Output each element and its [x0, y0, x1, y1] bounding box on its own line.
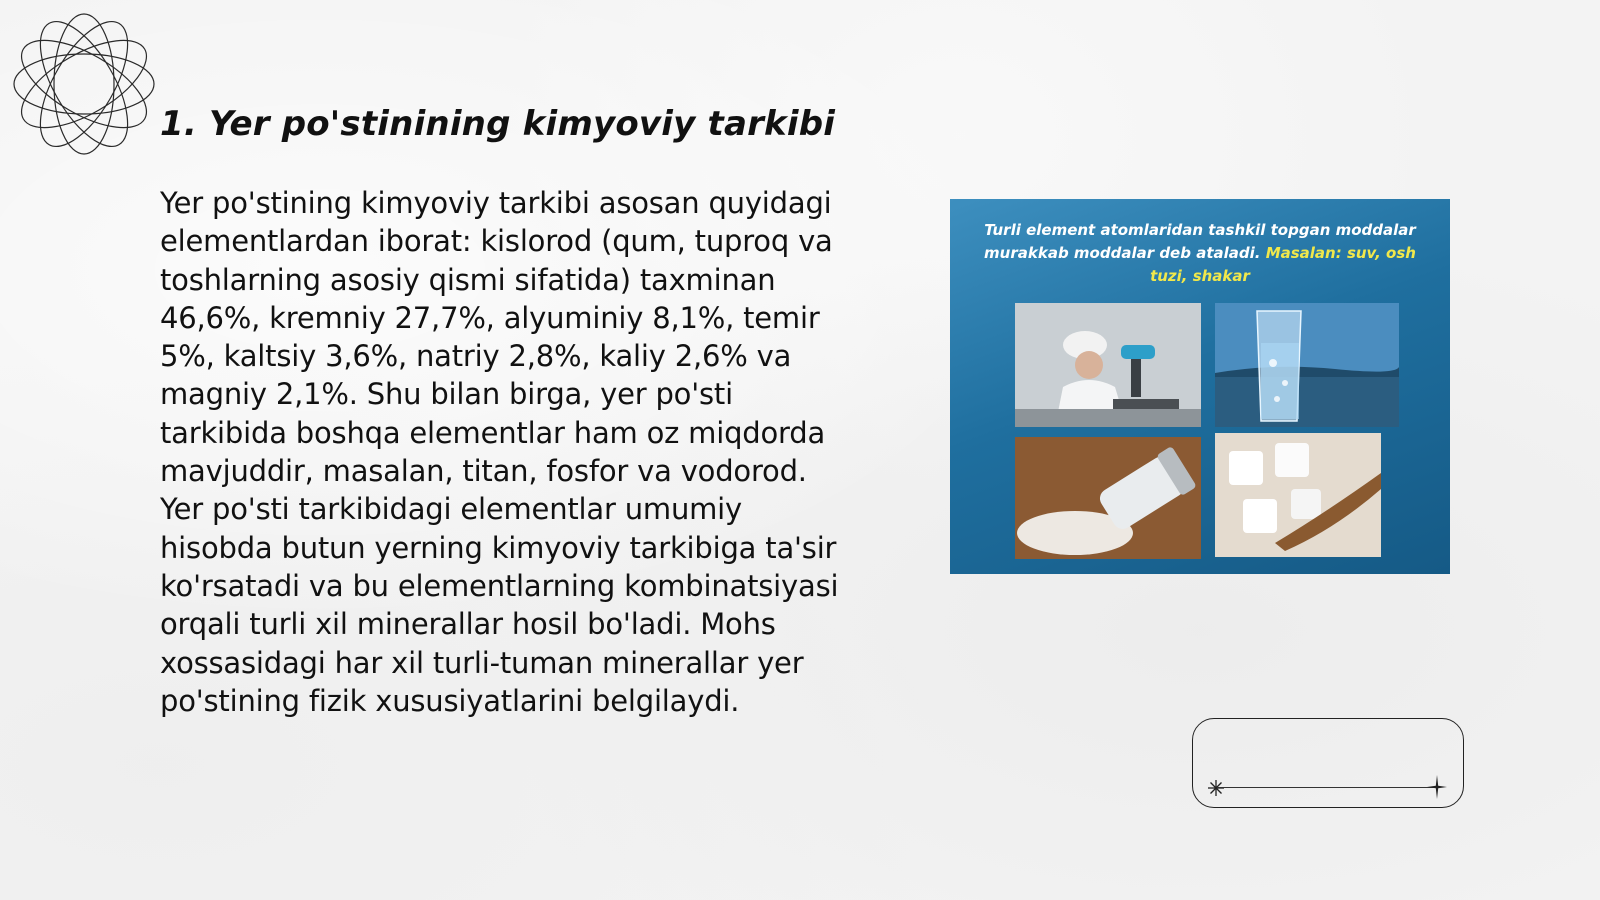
slide-title: 1. Yer po'stinining kimyoviy tarkibi [160, 104, 836, 144]
slider-line [1217, 787, 1437, 788]
body-paragraph: Yer po'stining kimyoviy tarkibi asosan quyidagi elementlardan iborat: kislorod (qum, tuproq va toshlarning asosiy qismi sifatida) taxminan 46,6%, kremniy 27,7%, alyuminiy 8,1%, temir 5%, kaltsiy 3,6%, natriy 2,8%, kaliy 2,6% va magniy 2,1%. Shu bilan birga, yer po'sti tarkibida boshqa elementlar ham oz miqdorda mavjuddir, masalan, titan, fosfor va vodorod. Yer po'sti tarkibidagi elementlar umumiy hisobda butun yerning kimyoviy tarkibiga ta'sir ko'rsatadi va bu elementlarning kombinatsiyasi orqali turli xil minerallar hosil bo'ladi. Mohs xossasidagi har xil turli-tuman minerallar yer po'stining fizik xususiyatlarini belgilaydi. [160, 186, 839, 718]
sparkle-icon [1207, 779, 1225, 797]
decorative-slider-frame [1192, 718, 1464, 808]
sugar-cubes-photo [1215, 433, 1381, 557]
caption-highlight-text: Masalan: suv, osh tuzi, shakar [1150, 244, 1416, 285]
caption-main-text: Turli element atomlaridan tashkil topgan moddalar murakkab moddalar deb ataladi. [984, 221, 1416, 262]
plus-star-icon [1427, 775, 1447, 799]
glass-of-water-photo [1215, 303, 1399, 427]
orbit-rings-icon [10, 10, 158, 158]
illustration-caption [964, 219, 1436, 288]
scientist-microscope-photo [1015, 303, 1201, 427]
compound-substances-illustration [950, 199, 1450, 574]
salt-shaker-photo [1015, 437, 1201, 559]
